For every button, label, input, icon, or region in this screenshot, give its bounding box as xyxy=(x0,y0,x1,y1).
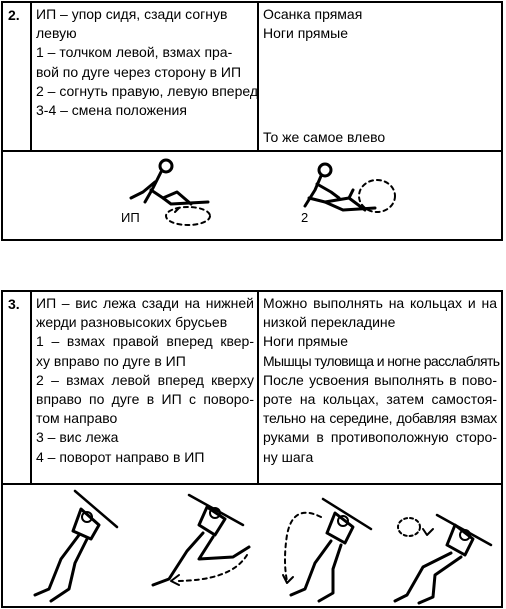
note-line: ну шага xyxy=(263,448,314,465)
stick-figure-hang-4 xyxy=(395,515,491,603)
arrow-head xyxy=(283,575,293,583)
exercise-2-figures xyxy=(3,152,501,239)
exercise-3-text-row xyxy=(3,292,501,485)
stick-figure-hang-3 xyxy=(291,499,371,601)
note-line: тельно на середине, добавляя взмах xyxy=(263,410,497,427)
exercise-3-block xyxy=(1,290,503,608)
description-line: 3-4 – смена положения xyxy=(36,102,187,119)
description-line: 1 – толчком левой, взмах пра- xyxy=(36,44,233,61)
exercise-2-block xyxy=(1,1,503,241)
exercise-2-text-row xyxy=(3,3,501,152)
rotation-circle xyxy=(398,518,420,536)
exercise-number: 3. xyxy=(3,292,32,483)
exercise-3-illustration xyxy=(3,485,501,606)
note-line: Ноги прямые xyxy=(263,25,348,42)
figure-label: 2 xyxy=(301,210,309,225)
stick-figure-hang-1 xyxy=(35,491,117,601)
exercise-notes xyxy=(259,3,501,150)
exercise-2-illustration xyxy=(3,152,501,239)
note-line: Можно выполнять на кольцах и на xyxy=(263,295,497,311)
figure-label: ИП xyxy=(121,210,140,225)
exercise-notes xyxy=(259,292,501,483)
note-line: низкой перекладине xyxy=(263,314,396,331)
description-line: ИП – упор сидя, сзади согнув xyxy=(36,6,228,22)
description-line: том направо xyxy=(36,410,118,427)
description-line: 1 – взмах правой вперед квер- xyxy=(36,333,254,350)
motion-arc xyxy=(359,180,395,212)
motion-arc xyxy=(166,207,210,225)
description-line: вправо по дуге в ИП с поворо- xyxy=(36,391,254,408)
note-line: Осанка прямая xyxy=(263,6,363,22)
description-line: 3 – вис лежа xyxy=(36,429,119,446)
exercise-number: 2. xyxy=(3,3,32,150)
note-line: роте на кольцах, затем самостоя- xyxy=(263,391,497,408)
arrow-head xyxy=(423,529,433,535)
stick-figure-position-2 xyxy=(305,164,375,210)
description-line: жерди разновысоких брусьев xyxy=(36,314,228,331)
exercise-description xyxy=(32,292,259,483)
description-line: ху вправо по дуге в ИП xyxy=(36,352,186,369)
motion-arc xyxy=(285,513,321,581)
note-line: Мышцы туловища и ногне расслаблять xyxy=(263,352,500,369)
note-line: Ноги прямые xyxy=(263,333,348,350)
stick-figure-start-position xyxy=(131,160,208,212)
description-line: 4 – поворот направо в ИП xyxy=(36,448,205,465)
note-line: После усвоения выполнять в пово- xyxy=(263,371,497,388)
description-line: левую xyxy=(36,25,77,42)
exercise-3-figures xyxy=(3,485,501,606)
description-line: ИП – вис лежа сзади на нижней xyxy=(36,295,254,311)
description-line: 2 – согнуть правую, левую вперед xyxy=(36,82,259,99)
description-line: 2 – взмах левой вперед кверху xyxy=(36,371,254,388)
exercise-description xyxy=(32,3,259,150)
note-line: То же самое влево xyxy=(263,128,386,145)
description-line: вой по дуге через сторону в ИП xyxy=(36,63,242,80)
stick-figure-hang-2 xyxy=(153,495,249,585)
note-line: руками в противоположную сторо- xyxy=(263,429,497,446)
